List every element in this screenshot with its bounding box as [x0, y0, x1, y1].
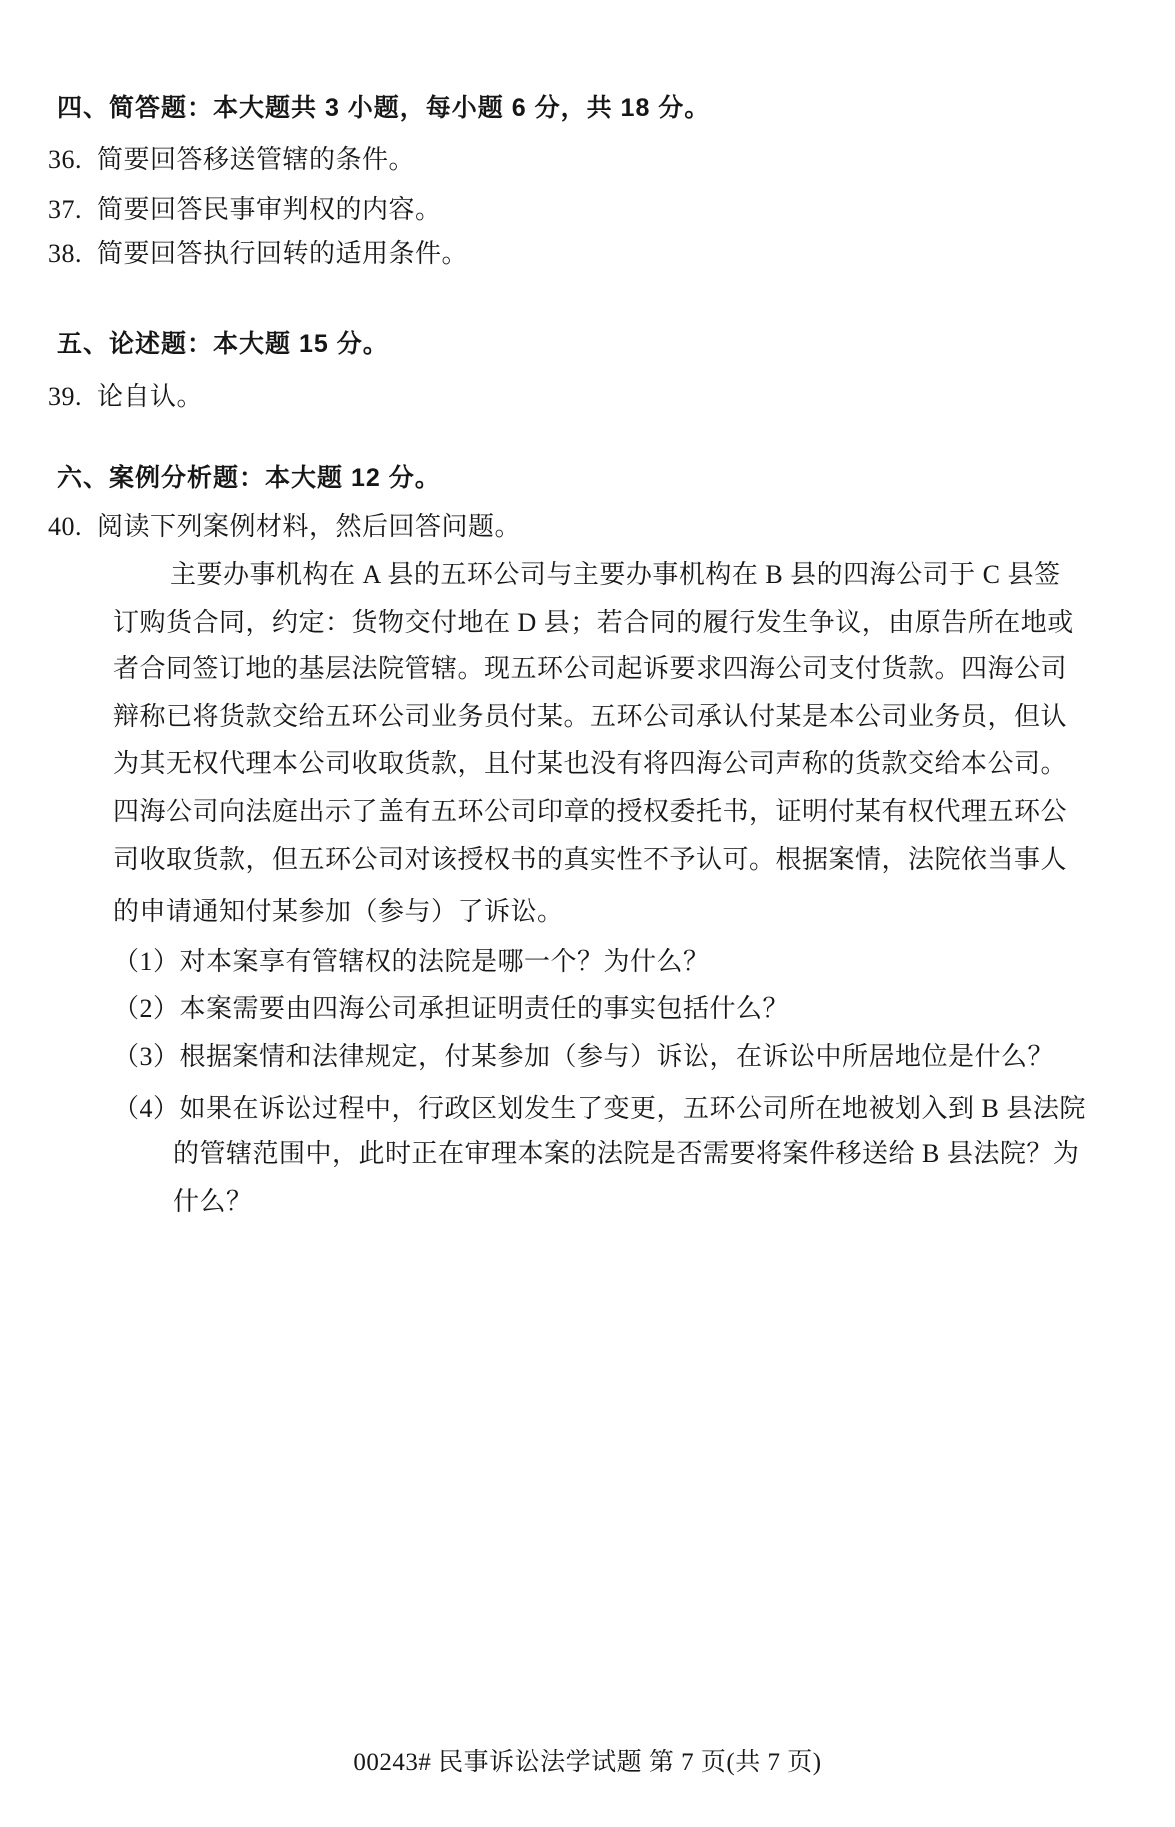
question-38 [48, 238, 468, 270]
case-line: 的申请通知付某参加（参与）了诉讼。 [113, 897, 564, 926]
question-37 [48, 194, 442, 226]
question-36-number: 36. [48, 145, 82, 174]
case-line: 司收取货款，但五环公司对该授权书的真实性不予认可。根据案情，法院依当事人 [113, 845, 1068, 874]
sub-question-4-continued: 什么？ [173, 1187, 253, 1216]
case-line: 辩称已将货款交给五环公司业务员付某。五环公司承认付某是本公司业务员，但认 [113, 702, 1068, 731]
case-line: 四海公司向法庭出示了盖有五环公司印章的授权委托书，证明付某有权代理五环公 [113, 797, 1068, 826]
question-39 [48, 381, 203, 413]
question-38-number: 38. [48, 239, 82, 268]
sub-question-4-continued: 的管辖范围中，此时正在审理本案的法院是否需要将案件移送给 B 县法院？为 [173, 1139, 1080, 1168]
case-line: 为其无权代理本公司收取货款，且付某也没有将四海公司声称的货款交给本公司。 [113, 749, 1068, 778]
page-footer: 00243# 民事诉讼法学试题 第 7 页(共 7 页) [353, 1749, 822, 1776]
sub-question-4: （4）如果在诉讼过程中，行政区划发生了变更，五环公司所在地被划入到 B 县法院 [113, 1094, 1086, 1123]
question-37-number: 37. [48, 195, 82, 224]
question-40-text: 阅读下列案例材料，然后回答问题。 [97, 512, 522, 541]
case-line: 订购货合同，约定：货物交付地在 D 县；若合同的履行发生争议，由原告所在地或 [113, 608, 1074, 637]
question-37-text: 简要回答民事审判权的内容。 [97, 195, 442, 224]
section-heading-essay: 五、论述题：本大题 15 分。 [57, 330, 389, 358]
section-heading-case-analysis: 六、案例分析题：本大题 12 分。 [57, 464, 441, 492]
section-heading-short-answer: 四、简答题：本大题共 3 小题，每小题 6 分，共 18 分。 [57, 94, 711, 122]
question-39-number: 39. [48, 382, 82, 411]
question-36 [48, 144, 415, 176]
sub-question-3: （3）根据案情和法律规定，付某参加（参与）诉讼，在诉讼中所居地位是什么？ [113, 1042, 1055, 1071]
case-line: 主要办事机构在 A 县的五环公司与主要办事机构在 B 县的四海公司于 C 县签 [170, 560, 1061, 589]
question-36-text: 简要回答移送管辖的条件。 [97, 145, 416, 174]
question-39-text: 论自认。 [97, 382, 204, 411]
question-40-number: 40. [48, 512, 82, 541]
sub-question-2: （2）本案需要由四海公司承担证明责任的事实包括什么？ [113, 994, 790, 1023]
question-40 [48, 511, 521, 543]
case-line: 者合同签订地的基层法院管辖。现五环公司起诉要求四海公司支付货款。四海公司 [113, 654, 1068, 683]
question-38-text: 简要回答执行回转的适用条件。 [97, 239, 469, 268]
sub-question-1: （1）对本案享有管辖权的法院是哪一个？为什么？ [113, 947, 710, 976]
